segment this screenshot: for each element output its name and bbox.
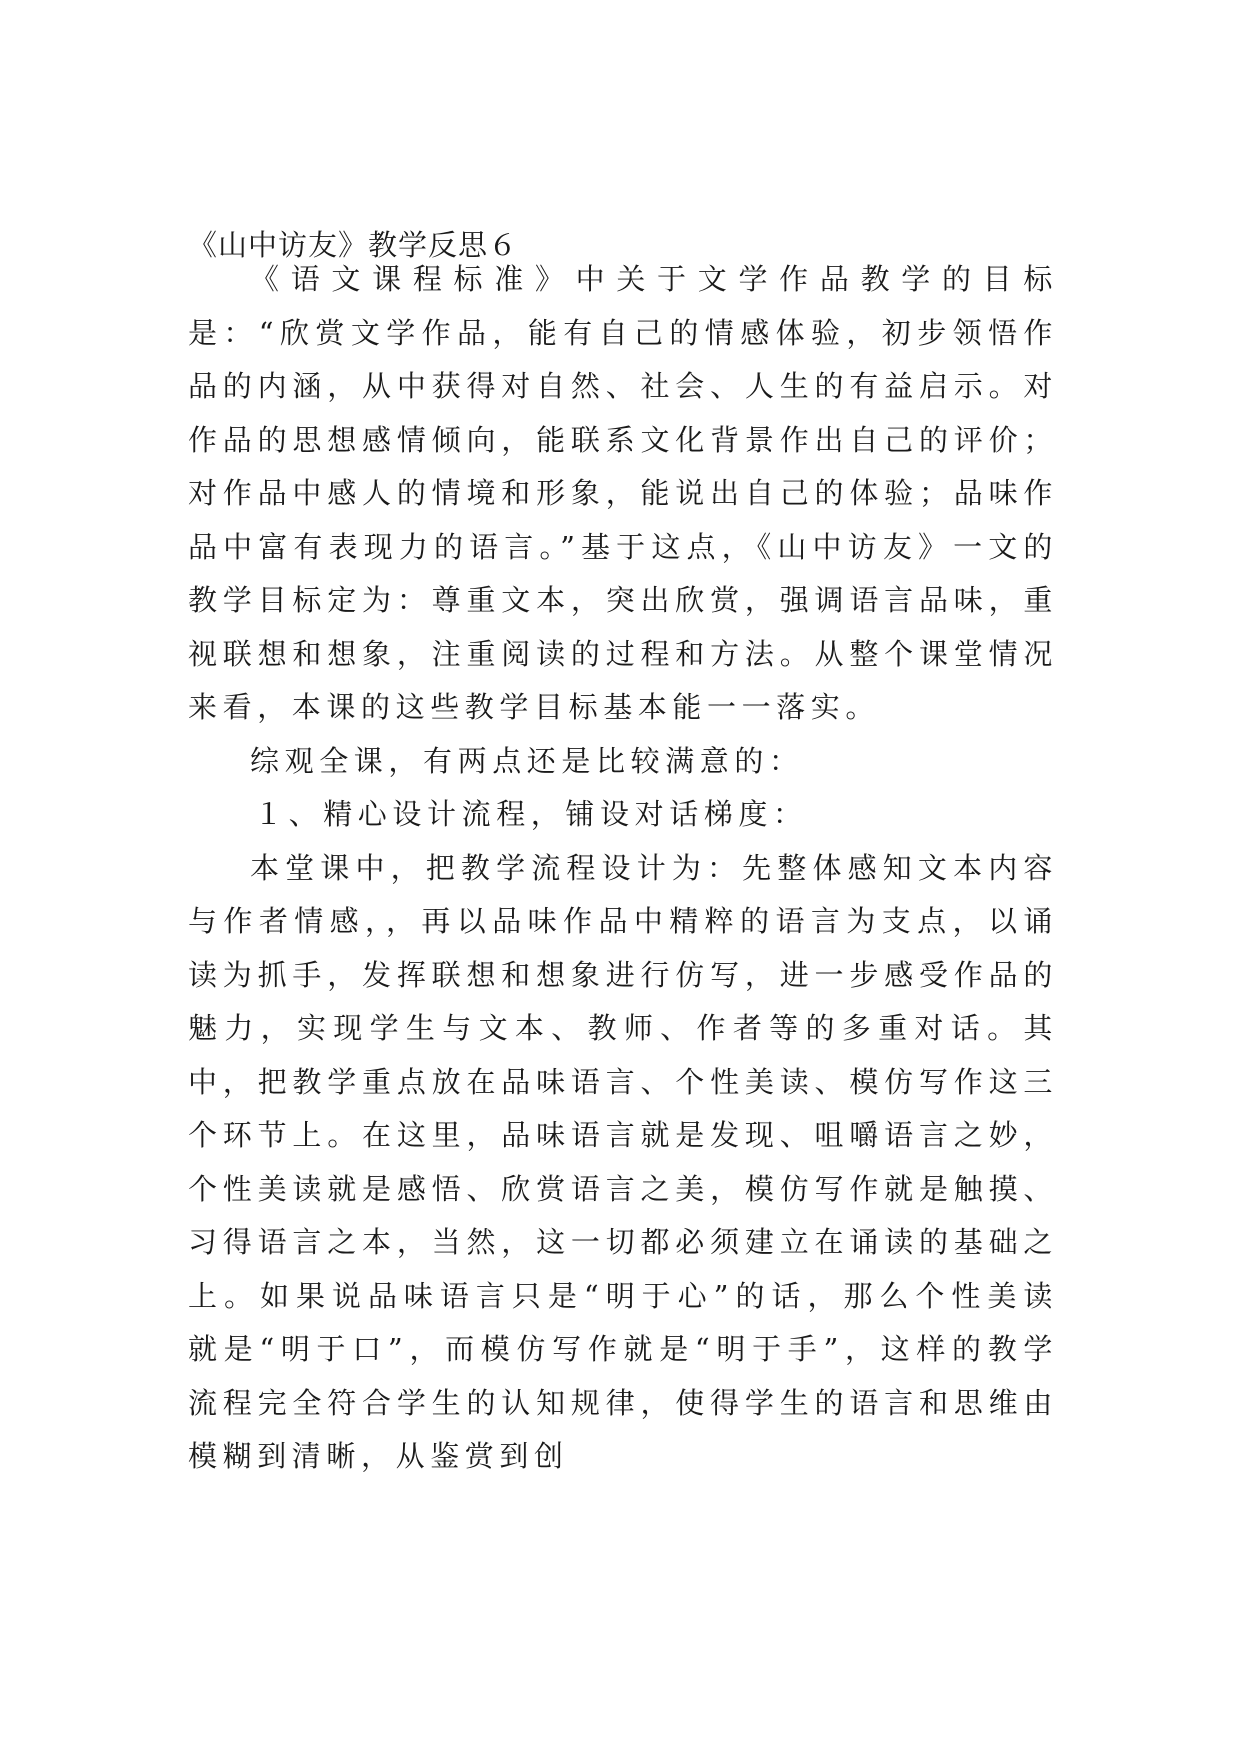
document-title: 《山中访友》教学反思６ [188, 228, 519, 262]
document-body [188, 253, 1058, 1484]
paragraph-teaching-process: 本堂课中，把教学流程设计为：先整体感知文本内容与作者情感，，再以品味作品中精粹的语言为支点，以诵读为抓手，发挥联想和想象进行仿写，进一步感受作品的魅力，实现学生与文本、教师、作者等的多重对话。其中，把教学重点放在品味语言、个性美读、模仿写作这三个环节上。在这里，品味语言就是发现、咀嚼语言之妙，个性美读就是感悟、欣赏语言之美，模仿写作就是触摸、习得语言之本，当然，这一切都必须建立在诵读的基础之上。如果说品味语言只是“明于心”的话，那么个性美读就是“明于口”，而模仿写作就是“明于手”，这样的教学流程完全符合学生的认知规律，使得学生的语言和思维由模糊到清晰，从鉴赏到创 [188, 850, 1058, 1473]
paragraph-point-one-heading: １、精心设计流程，铺设对话梯度： [254, 797, 808, 831]
paragraph-summary: 综观全课，有两点还是比较满意的： [250, 743, 804, 778]
paragraph-curriculum-standard: 《语文课程标准》中关于文学作品教学的目标是：“欣赏文学作品，能有自己的情感体验，初步领悟作品的内涵，从中获得对自然、社会、人生的有益启示。对作品的思想感情倾向，能联系文化背景作出自己的评价；对作品中感人的情境和形象，能说出自己的体验；品味作品中富有表现力的语言。”基于这点，《山中访友》一文的教学目标定为：尊重文本，突出欣赏，强调语言品味，重视联想和想象，注重阅读的过程和方法。从整个课堂情况来看，本课的这些教学目标基本能一一落实。 [188, 262, 1058, 724]
